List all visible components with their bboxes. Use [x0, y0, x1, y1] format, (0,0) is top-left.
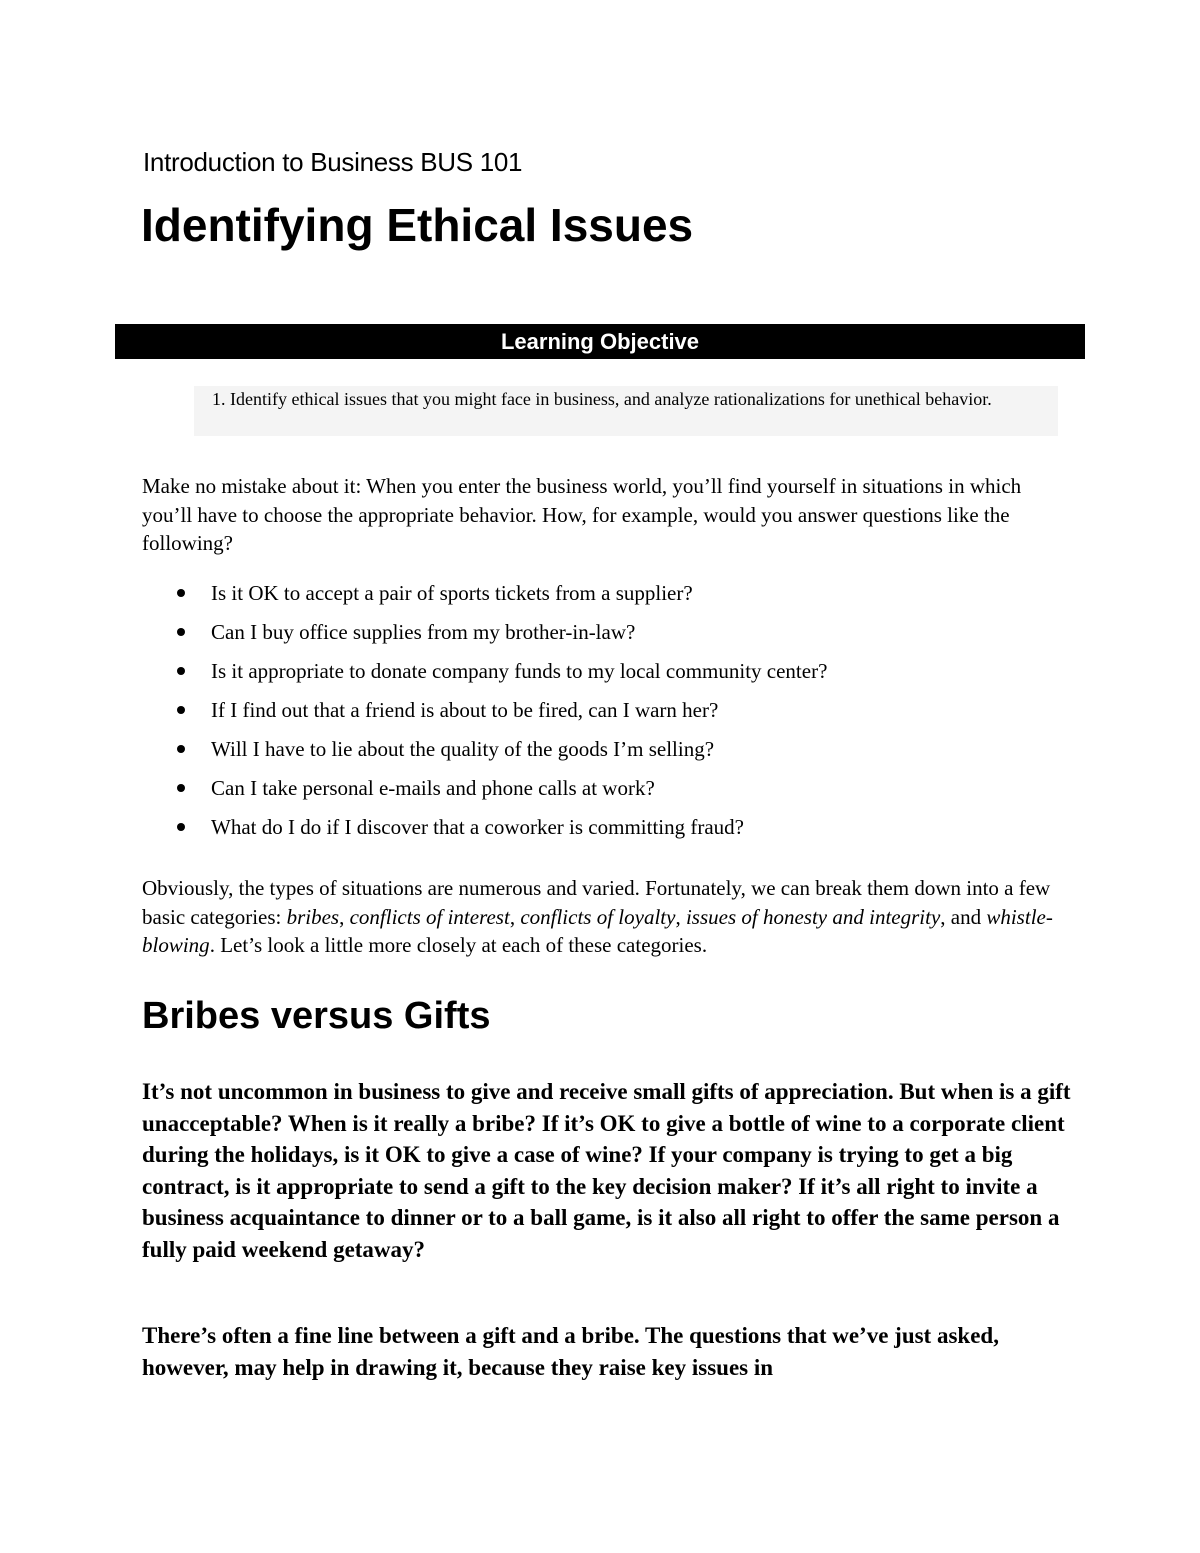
separator: , and — [940, 904, 987, 929]
gifts-paragraph: It’s not uncommon in business to give and receive small gifts of appreciation. But when is a gift unacceptable? When is it really a bribe? If it’s OK to give a bottle of wine to a corporate client during the holidays, is it OK to give a case of wine? If your company is trying to get a big contract, is it appropriate to send a gift to the key decision maker? If it’s all right to invite a business acquaintance to dinner or to a ball game, is it also all right to offer the same person a fully paid weekend getaway? — [142, 1079, 1071, 1262]
category-conflicts-of-loyalty: conflicts of loyalty — [520, 904, 676, 929]
question-text: Can I take personal e-mails and phone calls at work? — [211, 776, 655, 800]
categories-lead: Obviously, the types of situations are numerous and varied. Fortunately, we can break them down into a few basic categories: — [142, 876, 1051, 929]
bullet-icon — [177, 745, 185, 753]
question-item — [176, 813, 1056, 852]
question-text: Is it OK to accept a pair of sports tickets from a supplier? — [211, 581, 693, 605]
category-conflicts-of-interest: conflicts of interest — [349, 904, 510, 929]
bullet-icon — [177, 628, 185, 636]
question-item — [176, 735, 1056, 774]
question-item — [176, 618, 1056, 657]
bullet-icon — [177, 823, 185, 831]
intro-paragraph: Make no mistake about it: When you enter the business world, you’ll find yourself in situations in which you’ll have to choose the appropriate behavior. How, for example, would you answer questions like the following? — [142, 474, 1022, 555]
question-text: Will I have to lie about the quality of the goods I’m selling? — [211, 737, 715, 761]
separator: , — [675, 904, 686, 929]
question-item — [176, 774, 1056, 813]
category-whistle-blowing: whistle-blowing — [142, 904, 1053, 957]
question-list — [176, 579, 1056, 852]
bullet-icon — [177, 667, 185, 675]
category-honesty-integrity: issues of honesty and integrity — [685, 904, 941, 929]
bullet-icon — [177, 706, 185, 714]
categories-tail: . Let’s look a little more closely at each of these categories. — [209, 933, 708, 957]
fine-line-paragraph: There’s often a fine line between a gift and a bribe. The questions that we’ve just asked, however, may help in drawing it, because they raise key issues in — [142, 1323, 999, 1380]
separator: , — [339, 904, 350, 929]
categories-paragraph — [142, 874, 1072, 960]
learning-objective-banner: Learning Objective — [115, 324, 1085, 359]
question-item — [176, 657, 1056, 696]
bullet-icon — [177, 784, 185, 792]
bullet-icon — [177, 589, 185, 597]
separator: , — [509, 904, 521, 929]
objective-item: 1. Identify ethical issues that you might face in business, and analyze rationalizations for unethical behavior. — [230, 388, 1048, 411]
question-text: If I find out that a friend is about to be fired, can I warn her? — [211, 698, 719, 722]
section-heading: Bribes versus Gifts — [142, 995, 491, 1037]
page-title: Identifying Ethical Issues — [141, 199, 694, 251]
objective-list — [194, 386, 1058, 411]
course-title: Introduction to Business BUS 101 — [143, 147, 523, 177]
question-text: Is it appropriate to donate company funds to my local community center? — [211, 659, 828, 683]
question-text: What do I do if I discover that a coworker is committing fraud? — [211, 815, 744, 839]
learning-objective-box — [194, 386, 1058, 436]
question-item — [176, 579, 1056, 618]
question-item — [176, 696, 1056, 735]
question-text: Can I buy office supplies from my brother-in-law? — [211, 620, 636, 644]
category-bribes: bribes — [286, 904, 340, 929]
